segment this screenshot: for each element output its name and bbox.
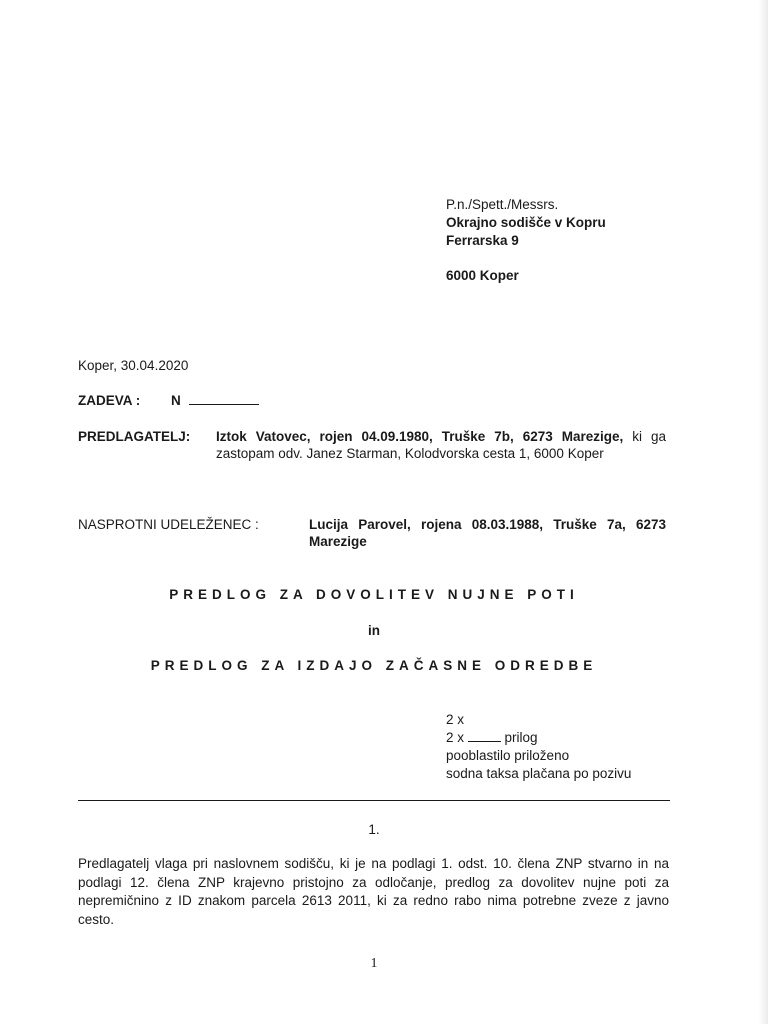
subject-case-prefix: N [171, 393, 181, 408]
petitioner-name: Iztok Vatovec, rojen 04.09.1980, Truške 7b, 6273 Marezige, [216, 429, 624, 444]
attachment-item-2 [446, 729, 538, 746]
attachment-blank-line [468, 741, 501, 742]
recipient-street: Ferrarska 9 [446, 233, 519, 248]
recipient-salutation: P.n./Spett./Messrs. [446, 197, 559, 212]
counterparty-label: NASPROTNI UDELEŽENEC : [78, 517, 259, 532]
section-number: 1. [368, 822, 380, 837]
attachment-item-4: sodna taksa plačana po pozivu [446, 766, 632, 781]
subject-value [171, 392, 259, 409]
petitioner-line1 [216, 428, 666, 445]
petitioner-label: PREDLAGATELJ: [78, 429, 191, 444]
section-paragraph [78, 855, 669, 929]
counterparty-line1: Lucija Parovel, rojena 08.03.1988, Truške 7a, 6273 [309, 517, 666, 532]
title-line1: PREDLOG ZA DOVOLITEV NUJNE POTI [169, 587, 579, 602]
counterparty-block [309, 516, 666, 550]
petitioner-line2: zastopam odv. Janez Starman, Kolodvorska cesta 1, 6000 Koper [216, 446, 604, 461]
attachment-item-1: 2 x [446, 712, 465, 727]
petitioner-block [216, 428, 666, 462]
title-line2: PREDLOG ZA IZDAJO ZAČASNE ODREDBE [150, 658, 598, 673]
attachment-item-3: pooblastilo priloženo [446, 748, 570, 763]
title-connector: in [368, 623, 380, 638]
paragraph-line: podlagi 12. člena ZNP krajevno pristojno za odločanje, predlog za dovolitev nujne poti za [78, 874, 669, 890]
paragraph-line: Predlagatelj vlaga pri naslovnem sodišču, ki je na podlagi 1. odst. 10. člena ZNP stvarno in na [78, 856, 669, 871]
place-date: Koper, 30.04.2020 [78, 358, 189, 373]
subject-blank-line [189, 404, 259, 405]
counterparty-line2: Marezige [309, 534, 367, 549]
subject-label: ZADEVA : [78, 393, 141, 408]
paragraph-line: cesto. [78, 911, 115, 927]
attachment-item-2-prefix: 2 x [446, 730, 465, 745]
scan-edge-shadow [758, 0, 768, 1024]
recipient-city: 6000 Koper [446, 268, 519, 283]
section-divider [78, 800, 670, 801]
recipient-court: Okrajno sodišče v Kopru [446, 215, 606, 230]
page-number: 1 [370, 956, 378, 971]
petitioner-line1-tail: ki ga [632, 429, 666, 444]
attachment-item-2-suffix: prilog [504, 730, 538, 745]
paragraph-line: nepremičnino z ID znakom parcela 2613 2011, ki za redno rabo nima potrebne zveze z javno [78, 893, 669, 908]
